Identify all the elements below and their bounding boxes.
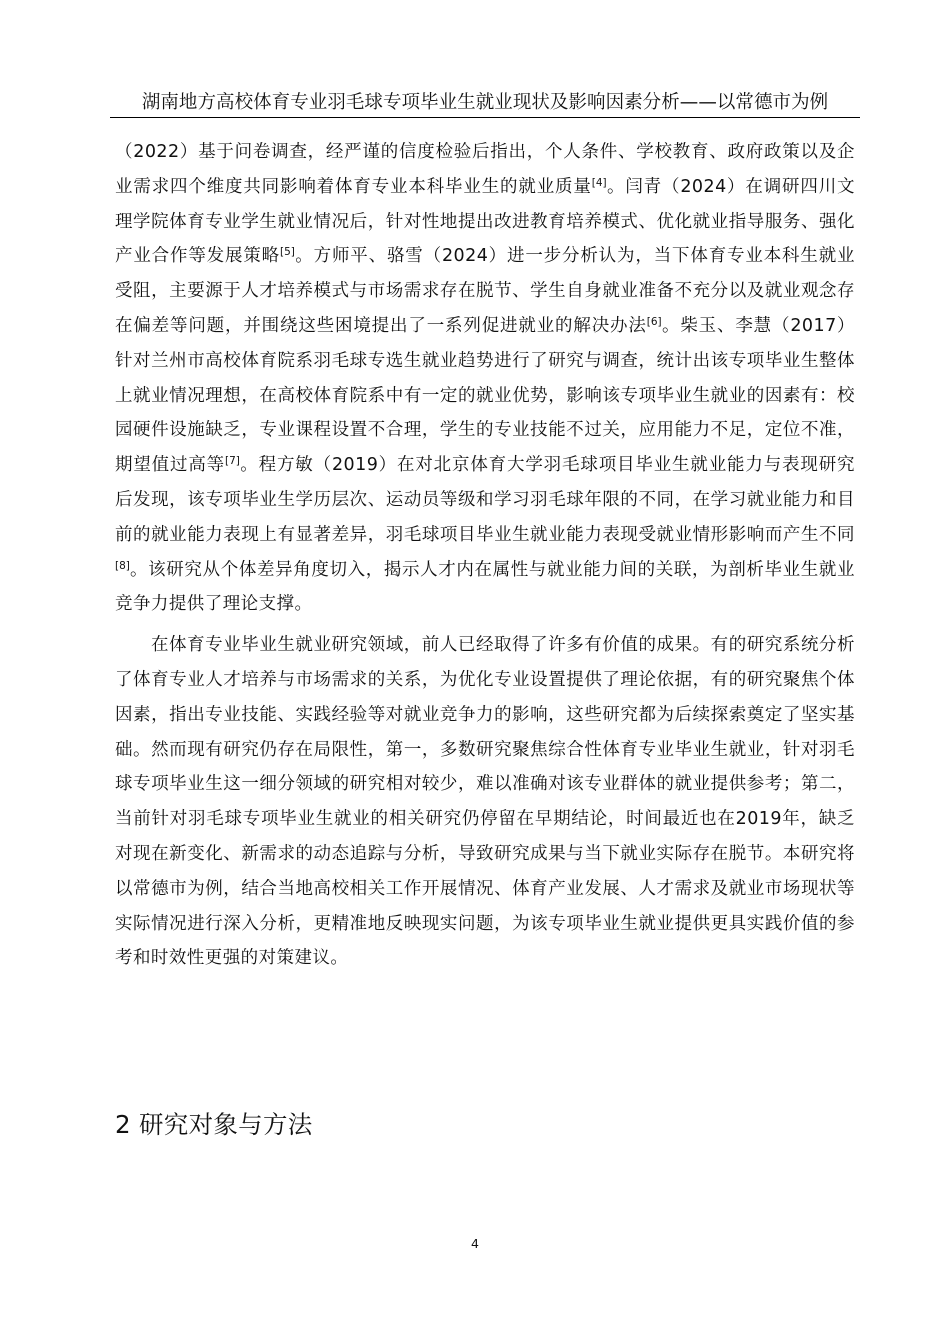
citation-5: [5] — [280, 246, 295, 259]
text-segment: 。该研究从个体差异角度切入，揭示人才内在属性与就业能力间的关联，为剖析毕业生就业竞争力提供了理论支撑。 — [115, 559, 855, 615]
text-segment: 。方师平、骆雪（2024）进一步分析认为，当下体育专业本科生就业受阻，主要源于人才培养模式与市场需求存在脱节、学生自身就业准备不充分以及就业观念存在偏差等问题，并围绕这些困境提出了一系列促进就业的解决办法 — [115, 246, 855, 336]
citation-7: [7] — [225, 455, 240, 468]
paragraph-literature-review — [115, 135, 855, 622]
text-segment: （2022）基于问卷调查，经严谨的信度检验后指出，个人条件、学校教育、政府政策以及企业需求四个维度共同影响着体育专业本科毕业生的就业质量 — [115, 142, 855, 197]
paragraph-research-gap: 在体育专业毕业生就业研究领域，前人已经取得了许多有价值的成果。有的研究系统分析了体育专业人才培养与市场需求的关系，为优化专业设置提供了理论依据，有的研究聚焦个体因素，指出专业技能、实践经验等对就业竞争力的影响，这些研究都为后续探索奠定了坚实基础。然而现有研究仍存在局限性，第一，多数研究聚焦综合性体育专业毕业生就业，针对羽毛球专项毕业生这一细分领域的研究相对较少，难以准确对该专业群体的就业提供参考；第二，当前针对羽毛球专项毕业生就业的相关研究仍停留在早期结论，时间最近也在2019年，缺乏对现在新变化、新需求的动态追踪与分析，导致研究成果与当下就业实际存在脱节。本研究将以常德市为例，结合当地高校相关工作开展情况、体育产业发展、人才需求及就业市场现状等实际情况进行深入分析，更精准地反映现实问题，为该专项毕业生就业提供更具实践价值的参考和时效性更强的对策建议。 — [115, 635, 855, 969]
text-segment: 。闫青（2024）在调研四川文理学院体育专业学生就业情况后，针对性地提出改进教育培养模式、优化就业指导服务、强化产业合作等发展策略 — [115, 176, 855, 267]
text-segment: 。柴玉、李慧（2017）针对兰州市高校体育院系羽毛球专选生就业趋势进行了研究与调查，统计出该专项毕业生整体上就业情况理想，在高校体育院系中有一定的就业优势，影响该专项毕业生就业的因素有：校园硬件设施缺乏，专业课程设置不合理，学生的专业技能不过关，应用能力不足，定位不准，期望值过高等 — [115, 315, 855, 476]
citation-4: [4] — [591, 176, 607, 189]
body-text — [115, 135, 855, 976]
running-header: 湖南地方高校体育专业羽毛球专项毕业生就业现状及影响因素分析——以常德市为例 — [110, 90, 860, 118]
citation-6: [6] — [646, 315, 662, 328]
section-heading: 2 研究对象与方法 — [115, 1110, 313, 1139]
citation-8: [8] — [115, 559, 130, 572]
page-number: 4 — [471, 1236, 479, 1251]
text-segment: 。程方敏（2019）在对北京体育大学羽毛球项目毕业生就业能力与表现研究后发现，该专项毕业生学历层次、运动员等级和学习羽毛球年限的不同，在学习就业能力和目前的就业能力表现上有显著差异，羽毛球项目毕业生就业能力表现受就业情形影响而产生不同 — [115, 455, 855, 545]
